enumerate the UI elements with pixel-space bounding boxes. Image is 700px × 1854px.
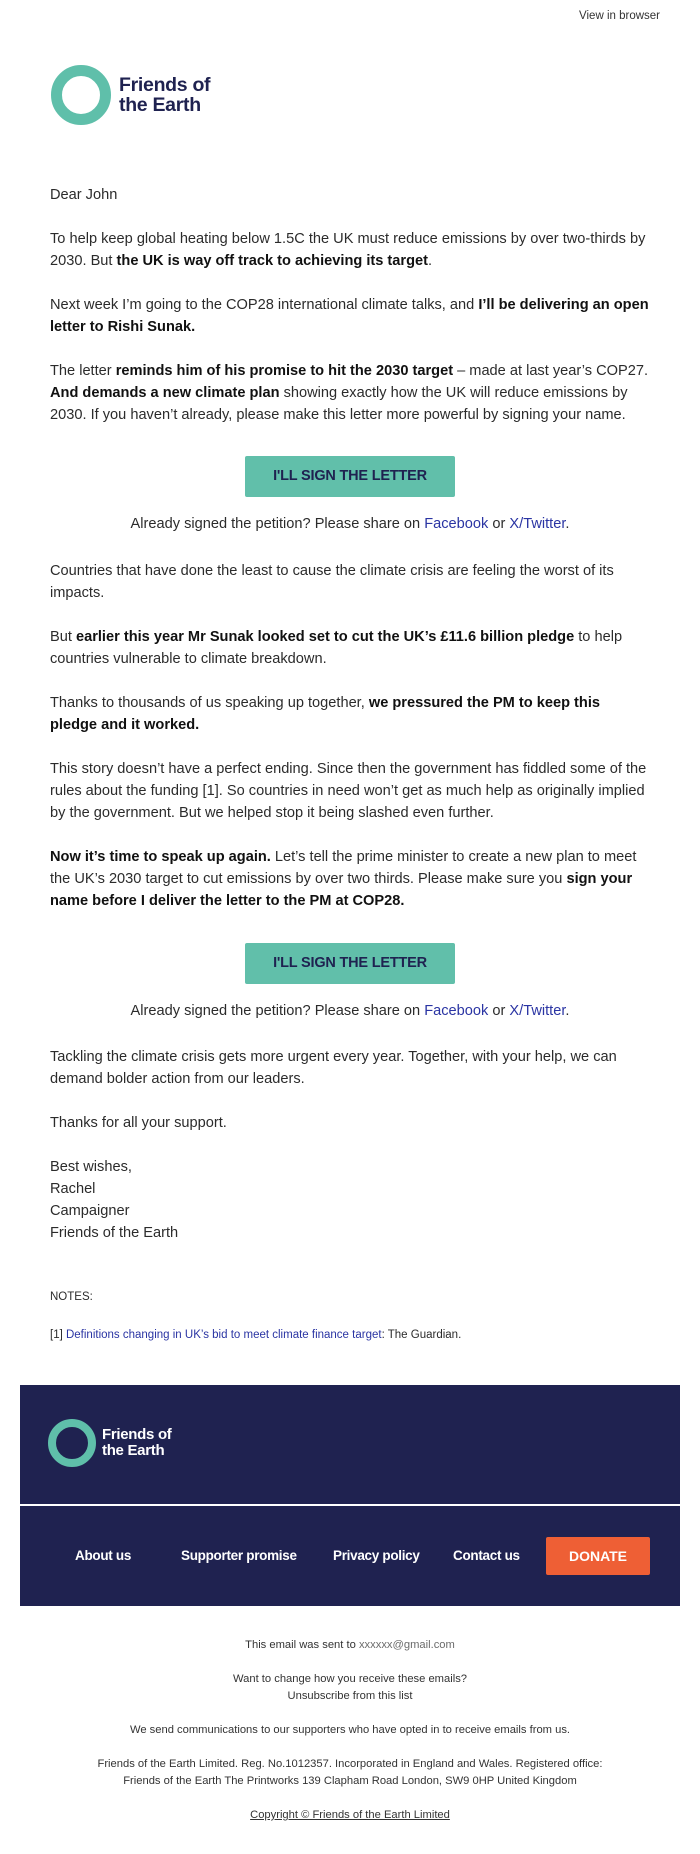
nav-contact-us[interactable]: Contact us [453, 1548, 520, 1563]
sign-letter-button-2[interactable]: I'LL SIGN THE LETTER [245, 943, 455, 984]
copyright-link[interactable]: Copyright © Friends of the Earth Limited [250, 1809, 450, 1821]
change-preferences: Want to change how you receive these emails? [232, 1673, 468, 1685]
donate-button[interactable]: DONATE [546, 1537, 650, 1575]
legal-line-2: Friends of the Earth The Printworks 139 Clapham Road London, SW9 0HP United Kingdom [123, 1775, 577, 1787]
paragraph-1: To help keep global heating below 1.5C the UK must reduce emissions by over two-thirds by 2030. But the UK is way off track to achieving its target. [50, 231, 646, 269]
recipient-email[interactable]: xxxxxx@gmail.com [358, 1639, 455, 1651]
paragraph-8: Now it’s time to speak up again. Let’s tell the prime minister to create a new plan to meet the UK’s 2030 target to cut emissions by over two thirds. Please make sure you sign your name before I deliver the letter to the PM at COP28. [50, 849, 637, 909]
legal-line-1: Friends of the Earth Limited. Reg. No.1012357. Incorporated in England and Wales. Registered office: [97, 1758, 603, 1770]
twitter-share-link[interactable]: X/Twitter [509, 516, 566, 532]
greeting: Dear John [50, 187, 118, 203]
logo-ring-icon [51, 65, 111, 125]
share-line: Already signed the petition? Please share on Facebook or X/Twitter. [130, 516, 570, 532]
unsubscribe-link[interactable]: Unsubscribe from this list [287, 1690, 413, 1702]
share-line-2: Already signed the petition? Please share on Facebook or X/Twitter. [130, 1003, 570, 1019]
paragraph-2: Next week I’m going to the COP28 international climate talks, and I’ll be delivering an open letter to Rishi Sunak. [50, 297, 649, 335]
paragraph-4: Countries that have done the least to cause the climate crisis are feeling the worst of its impacts. [50, 563, 614, 601]
signature: Best wishes, Rachel Campaigner Friends of the Earth [50, 1159, 179, 1241]
view-in-browser-link[interactable]: View in browser [579, 10, 660, 22]
optin-notice: We send communications to our supporters who have opted in to receive emails from us. [129, 1724, 571, 1736]
logo-text: Friends of the Earth [119, 73, 211, 116]
facebook-share-link-2[interactable]: Facebook [424, 1003, 489, 1019]
footer-logo-text: Friends of the Earth [102, 1426, 172, 1459]
notes-heading: NOTES: [50, 1291, 93, 1303]
guardian-article-link[interactable]: Definitions changing in UK’s bid to meet climate finance target [65, 1329, 382, 1341]
paragraph-10: Thanks for all your support. [50, 1115, 227, 1131]
footer-logo-ring-icon [48, 1419, 96, 1467]
paragraph-7: This story doesn’t have a perfect ending. Since then the government has fiddled some of the rules about the funding [1]. So countries in need won’t get as much help as originally implied by the government. But we helped stop it being slashed even further. [50, 761, 647, 821]
footer-logo[interactable] [48, 1419, 172, 1467]
paragraph-9: Tackling the climate crisis gets more urgent every year. Together, with your help, we can demand bolder action from our leaders. [50, 1049, 617, 1087]
paragraph-6: Thanks to thousands of us speaking up together, we pressured the PM to keep this pledge and it worked. [50, 695, 600, 733]
foe-logo[interactable] [51, 65, 210, 125]
sent-to-line: This email was sent to xxxxxx@gmail.com [245, 1639, 455, 1651]
nav-supporter-promise[interactable]: Supporter promise [181, 1548, 297, 1563]
twitter-share-link-2[interactable]: X/Twitter [509, 1003, 566, 1019]
nav-about-us[interactable]: About us [75, 1548, 132, 1563]
nav-privacy-policy[interactable]: Privacy policy [333, 1548, 420, 1563]
notes-reference: [1] Definitions changing in UK’s bid to meet climate finance target: The Guardian. [50, 1329, 462, 1341]
paragraph-3: The letter reminds him of his promise to hit the 2030 target – made at last year’s COP27. And demands a new climate plan showing exactly how the UK will reduce emissions by 2030. If you haven’t already, please make this letter more powerful by signing your name. [50, 363, 649, 423]
facebook-share-link[interactable]: Facebook [424, 516, 489, 532]
paragraph-5: But earlier this year Mr Sunak looked set to cut the UK’s £11.6 billion pledge to help countries vulnerable to climate breakdown. [50, 629, 623, 667]
sign-letter-button[interactable]: I'LL SIGN THE LETTER [245, 456, 455, 497]
